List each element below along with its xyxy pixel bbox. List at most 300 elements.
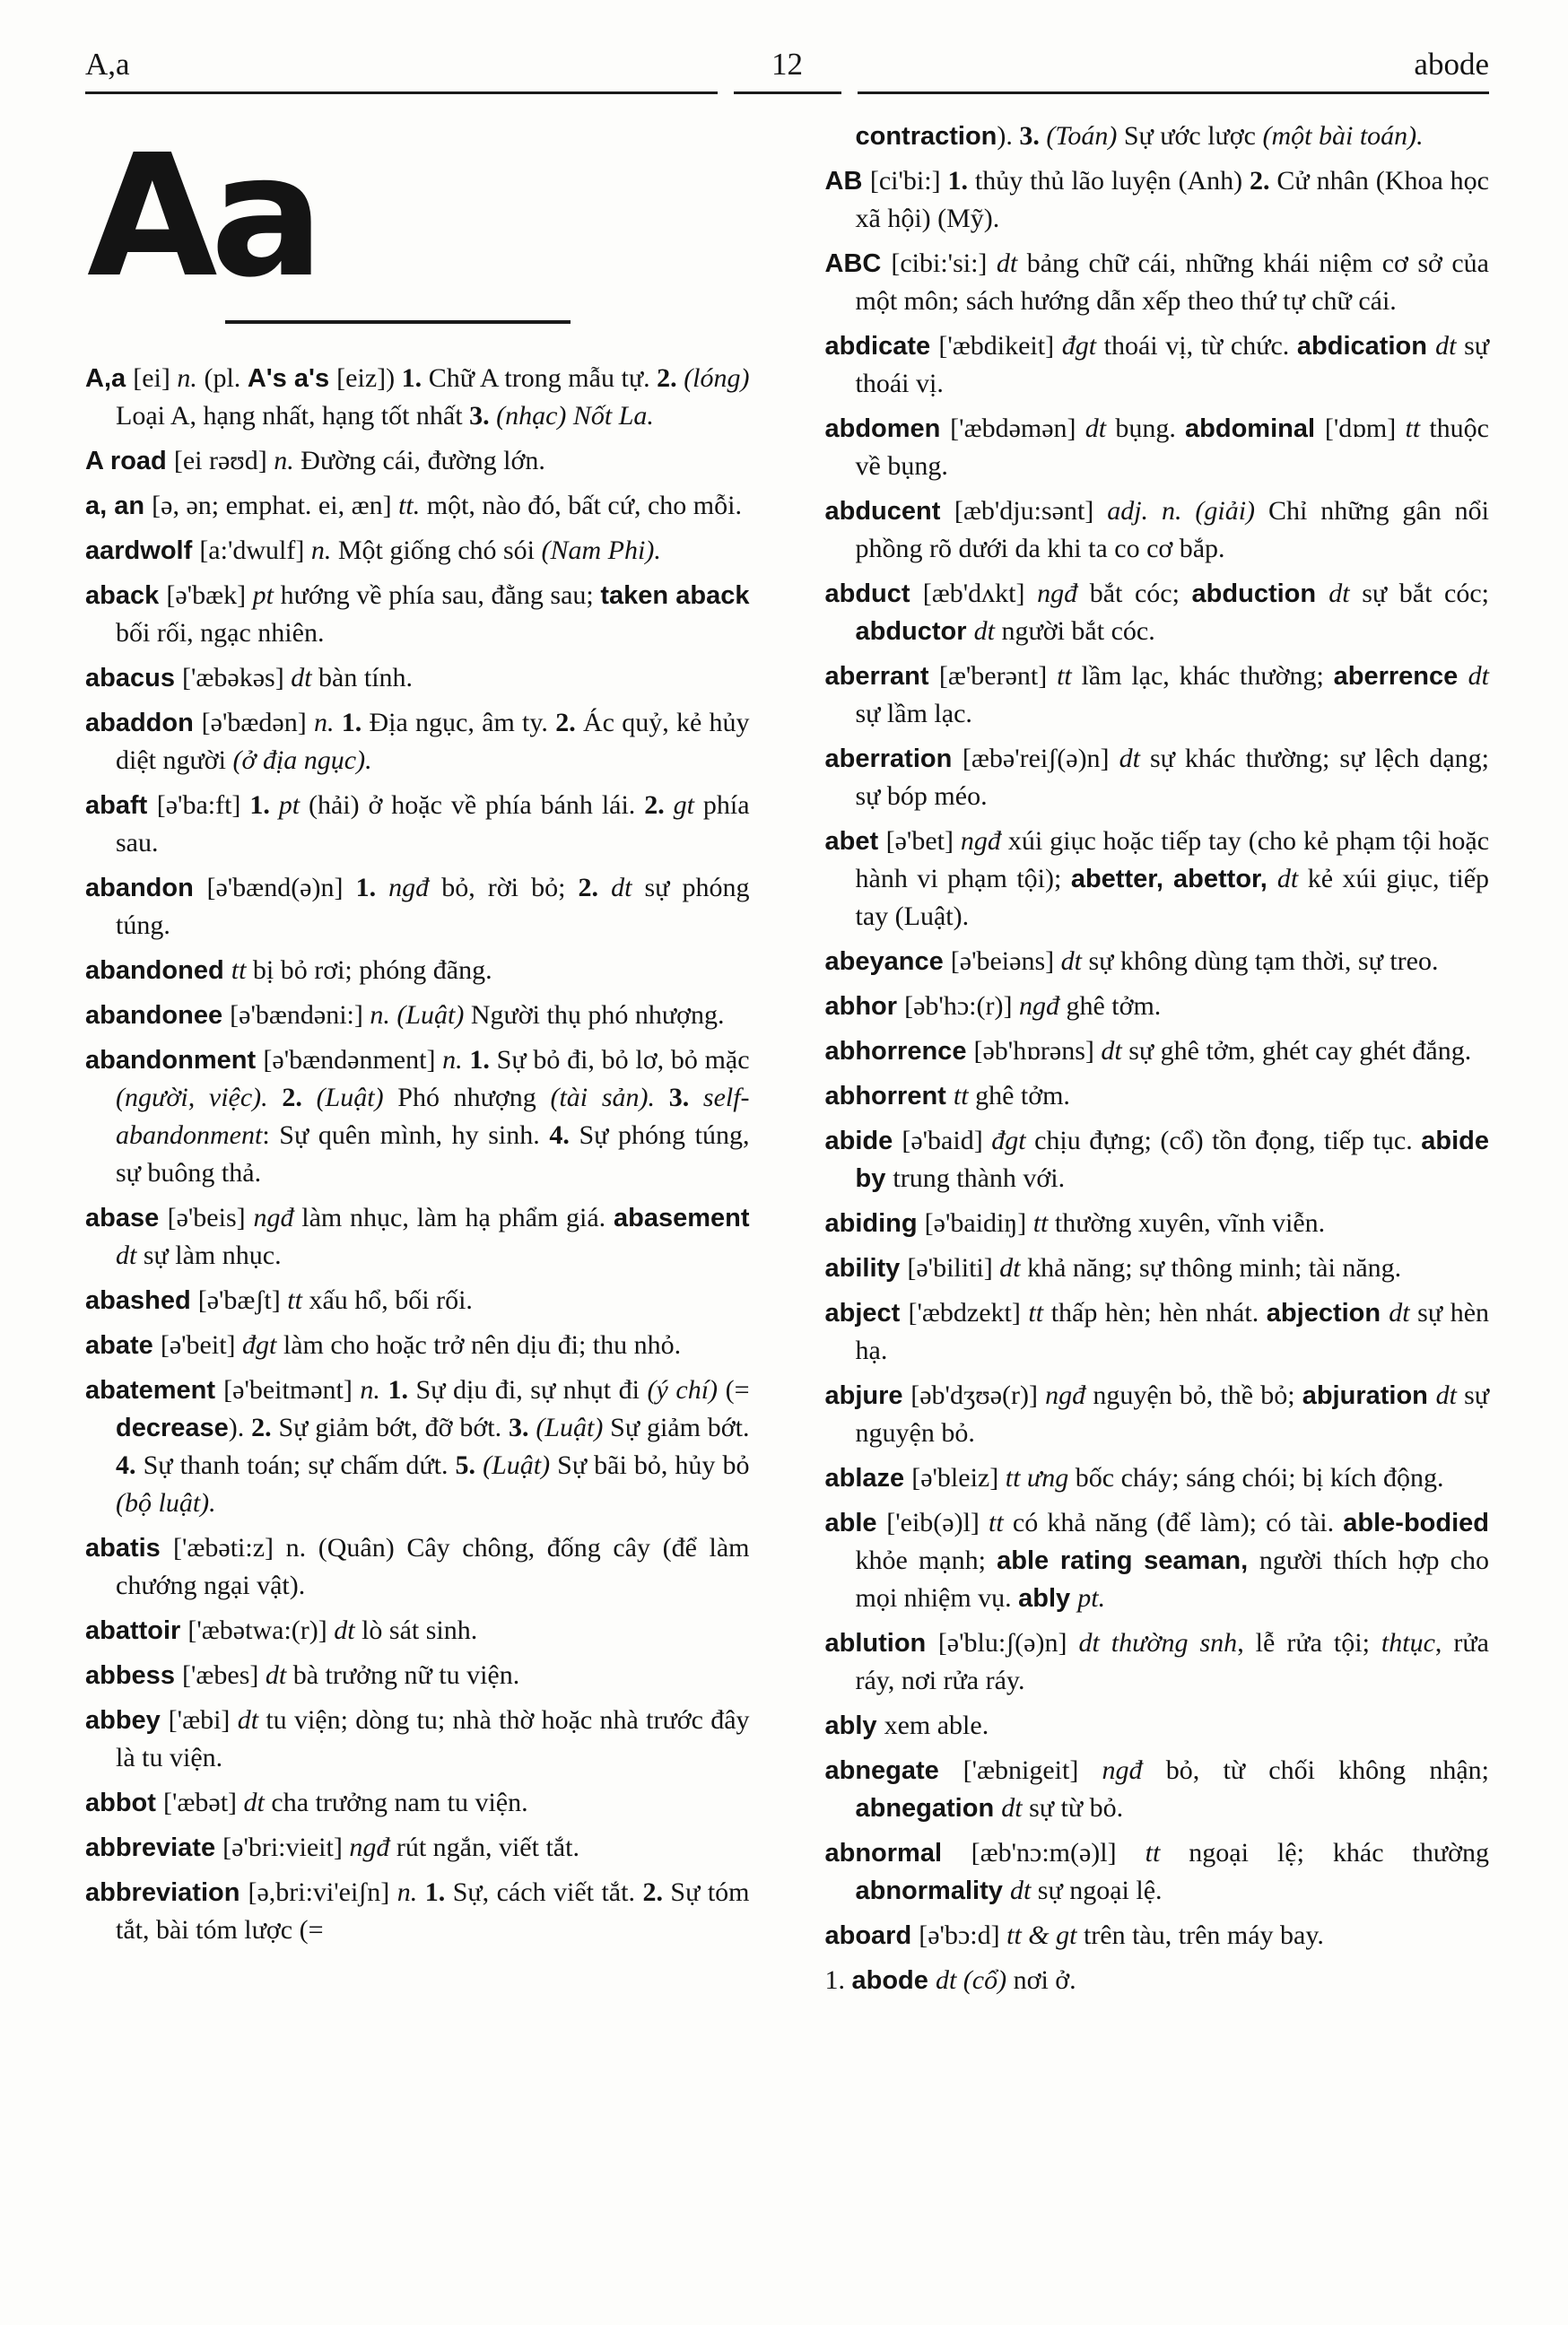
guide-word-left [85,47,718,94]
pos-label: adj. n. (giải) [1107,496,1268,526]
pos-label: ngđ [349,1833,396,1862]
definition-text: [ə'bɔ:d] [919,1920,1007,1950]
pos-label: (ý chí) [647,1375,726,1405]
pos-label: tt [287,1285,309,1315]
headword: abducent [824,497,954,526]
pos-label: n. [360,1375,388,1405]
definition-text: Sự thanh toán; sự chấm dứt. [143,1450,456,1480]
definition-text: [ə'bændəni:] [230,1000,370,1030]
definition-text: sự bắt cóc; [1362,579,1489,608]
pos-label: dt [999,1253,1028,1283]
pos-label: (Toán) [1046,121,1124,151]
headword: aboard [824,1921,919,1950]
pos-label: ngđ [1018,991,1067,1021]
definition-text: Phó nhượng [397,1083,551,1112]
dictionary-entry [825,1504,1490,1617]
pos-label: dt [1468,661,1489,691]
dictionary-entry [85,1199,750,1275]
definition-text: bảng chữ cái, những khái niệm cơ sở của một môn; sách hướng dẫn xếp theo thứ tự chữ cái. [855,248,1489,316]
headword: abide by [855,1127,1489,1193]
dictionary-entry [825,327,1490,403]
sense-number: 1. [469,1045,497,1075]
headword: aberrant [824,662,939,691]
sense-number: 1. [341,708,370,737]
definition-text: sự hèn hạ. [855,1298,1490,1365]
definition-text: ['æbəkəs] [182,663,292,692]
definition-text: bị bỏ rơi; phóng đãng. [252,955,492,985]
pos-label: dt [265,1660,293,1690]
headword: abatis [85,1534,173,1563]
definition-text: thuộc về bụng. [855,414,1489,481]
pos-label: pt [278,790,309,820]
definition-text: khả năng; sự thông minh; tài năng. [1027,1253,1402,1283]
definition-text: sự phóng túng. [116,873,750,940]
definition-text: [ə'bri:vieit] [222,1833,350,1862]
headword: abandonee [85,1001,231,1030]
sense-number: 5. [455,1450,483,1480]
dictionary-entry [825,118,1490,155]
pos-label: dt [1060,946,1089,976]
definition-text: [ə'bænd(ə)n] [206,873,356,902]
headword: abnormality [855,1877,1010,1905]
pos-label: đgt [991,1126,1035,1155]
definition-text: bốc cháy; sáng chói; bị kích động. [1075,1463,1444,1493]
definition-text: [eiz]) [336,363,402,393]
headword: abjuration [1302,1381,1436,1410]
sense-number: 4. [549,1120,579,1150]
dictionary-entry [825,1377,1490,1452]
sense-number: 4. [116,1450,144,1480]
pos-label: ngđ [960,826,1008,856]
headword: abbreviate [85,1833,223,1862]
pos-label: dt [1328,579,1363,608]
pos-label: dt [1389,1298,1418,1328]
headword: abbey [85,1706,169,1735]
definition-text: làm cho hoặc trở nên dịu đi; thu nhỏ. [283,1330,682,1360]
definition-text: Sự bãi bỏ, hủy bỏ [557,1450,750,1480]
definition-text: (pl. [204,363,248,393]
definition-text: thủy thủ lão luyện (Anh) [974,166,1250,196]
pos-label: (Nam Phi). [541,536,661,565]
pos-label: tt [1032,1208,1055,1238]
page-header [85,47,1489,94]
definition-text: [ə'bædən] [201,708,314,737]
page-number-text: 12 [771,47,803,82]
dictionary-entry [825,740,1490,815]
definition-text: ['æbəti:z] n. (Quân) Cây chông, đống cây (để làm chướng ngại vật). [116,1533,750,1600]
definition-text: Cử nhân (Khoa học xã hội) (Mỹ). [855,166,1489,233]
pos-label: dt [1435,331,1465,361]
definition-text: bỏ, rời bỏ; [441,873,579,902]
definition-text: sự lầm lạc. [855,699,972,728]
definition-text: xem able. [884,1711,989,1740]
dictionary-entry [85,1784,750,1822]
definition-text: [æbə'reiʃ(ə)n] [962,744,1119,773]
dictionary-entry [825,575,1490,650]
pos-label: ngđ [1102,1755,1166,1785]
definition-text: Sự bỏ đi, bỏ lơ, bỏ mặc [496,1045,750,1075]
definition-text: , lễ rửa tội; [1237,1628,1381,1658]
dictionary-entry [85,1327,750,1364]
pos-label: đgt [242,1330,283,1360]
dictionary-entry [85,442,750,480]
definition-text: [ə'beit] [160,1330,243,1360]
headword: abdication [1296,332,1436,361]
pos-label: đgt [1061,331,1104,361]
definition-text: [ə'beiəns] [950,946,1061,976]
definition-text: [æ'berənt] [938,661,1058,691]
definition-text: bụng. [1115,414,1186,443]
dictionary-entry [825,1250,1490,1287]
dictionary-entry [825,988,1490,1025]
headword: abaft [85,791,157,820]
definition-text: chịu đựng; (cổ) tồn đọng, tiếp tục. [1034,1126,1422,1155]
guide-word-right [858,47,1490,94]
headword: abdicate [824,332,939,361]
dictionary-entry [825,410,1490,485]
definition-text: Chữ A trong mẫu tự. [428,363,658,393]
section-letter-block [85,118,750,324]
definition-text: ghê tởm. [975,1081,1070,1110]
dictionary-entry [85,487,750,525]
headword: abandoned [85,956,231,985]
definition-text: [ə,bri:vi'eiʃn] [248,1877,397,1907]
definition-text: khỏe mạnh; [855,1546,997,1575]
sense-number: 1. [401,363,429,393]
dictionary-entry [85,1874,750,1949]
headword: aberration [824,745,963,773]
headword: abode [851,1966,936,1995]
dictionary-entry [825,1752,1490,1827]
pos-label: thtục [1381,1628,1435,1658]
definition-text: Loại A, hạng nhất, hạng tốt nhất [116,401,470,431]
pos-label: dt thường snh [1078,1628,1238,1658]
definition-text: hướng về phía sau, đằng sau; [280,580,601,610]
definition-text: [əb'dʒʊə(r)] [910,1380,1046,1410]
definition-text: [əb'hɒrəns] [973,1036,1102,1066]
pos-label: (một bài toán). [1262,121,1424,151]
headword: taken aback [600,581,750,610]
dictionary-entry [85,997,750,1034]
headword: decrease [116,1414,229,1442]
dictionary-entry [825,657,1490,733]
pos-label: (Luật) [536,1413,611,1442]
definition-text: sự làm nhục. [143,1241,282,1270]
definition-text: [əb'hɔ:(r)] [904,991,1019,1021]
pos-label: dt [611,873,645,902]
definition-text: bối rối, ngạc nhiên. [116,618,325,648]
definition-text: Chỉ những gân nổi phồng rõ dưới da khi ta co cơ bắp. [855,496,1489,563]
dictionary-entry [85,1282,750,1319]
pos-label: (bộ luật). [116,1488,216,1518]
dictionary-entry [825,1077,1490,1115]
headword: abnormal [824,1839,971,1868]
pos-label: (người, việc). [116,1083,283,1112]
headword: abaddon [85,709,202,737]
text-columns [85,118,1489,2007]
definition-text: [ə'bæk] [166,580,253,610]
definition-text: Ác quỷ, kẻ hủy diệt người [116,708,750,775]
definition-text: ['æbətwa:(r)] [187,1615,335,1645]
entries-left [85,360,750,1949]
definition-text: Sự giảm bớt. [610,1413,750,1442]
definition-text: : Sự quên mình, hy sinh. [262,1120,550,1150]
pos-label: n. [442,1045,470,1075]
dictionary-entry [85,704,750,779]
definition-text: ['æbes] [182,1660,266,1690]
dictionary-entry [85,1041,750,1192]
definition-text: [ei] [133,363,178,393]
definition-text: tu viện; dòng tu; nhà thờ hoặc nhà trước đây là tu viện. [116,1705,750,1772]
headword: ability [824,1254,908,1283]
dictionary-entry [85,787,750,862]
pos-label: n. [177,363,205,393]
headword: contraction [855,122,997,151]
definition-text: Sự, cách viết tắt. [452,1877,643,1907]
sense-number: 2. [644,790,674,820]
definition-text: sự thoái vị. [855,331,1490,398]
definition-text: ['æbdzekt] [908,1298,1029,1328]
dictionary-entry [85,577,750,652]
right-column [825,118,1490,2007]
pos-label: self-abandonment [116,1083,750,1150]
headword: abattoir [85,1616,188,1645]
sense-number: 2. [578,873,612,902]
sense-number: 2. [642,1877,671,1907]
pos-label: tt [953,1081,976,1110]
left-column [85,118,750,2007]
definition-text: [cibi:'si:] [891,248,997,278]
definition-text: [ə'beis] [167,1203,254,1232]
headword: able [824,1509,887,1537]
sense-number: 2. [251,1413,279,1442]
headword: abjure [824,1381,911,1410]
definition-text: [æb'dʌkt] [922,579,1038,608]
headword: ABC [824,249,892,278]
headword: abduct [824,579,923,608]
definition-text: ['eib(ə)l] [886,1508,989,1537]
headword: abet [824,827,886,856]
definition-text: Một giống chó sói [337,536,542,565]
definition-text: sự nguyện bỏ. [855,1380,1489,1448]
dictionary-entry [825,1205,1490,1242]
definition-text: , rửa ráy, nơi rửa ráy. [855,1628,1489,1695]
headword: abide [824,1127,902,1155]
definition-text: một, nào đó, bất cứ, cho mỗi. [426,491,742,520]
definition-text: [ə'baidiŋ] [924,1208,1033,1238]
guide-word-right-text: abode [1414,47,1489,82]
definition-text: xấu hổ, bối rối. [309,1285,473,1315]
definition-text: Sự giảm bớt, đỡ bớt. [278,1413,509,1442]
sense-number: 1. [355,873,389,902]
headword: ably [824,1711,884,1740]
pos-label: ngđ [1037,579,1090,608]
definition-text: [æb'nɔ:m(ə)l] [971,1838,1146,1868]
headword: A's a's [247,364,337,393]
headword: abandonment [85,1046,264,1075]
pos-label: (lóng) [684,363,750,393]
definition-text: ['dɒm] [1324,414,1406,443]
definition-text: cha trưởng nam tu viện. [271,1788,528,1817]
pos-label: (Luật) [483,1450,558,1480]
guide-word-left-text: A,a [85,47,130,82]
dictionary-entry [825,1962,1490,1999]
pos-label: dt [334,1615,362,1645]
pos-label: n. (Luật) [370,1000,471,1030]
headword: abbess [85,1661,182,1690]
headword: abase [85,1204,168,1232]
sense-number: 2. [282,1083,317,1112]
definition-text: 1. [824,1965,852,1995]
headword: abashed [85,1286,198,1315]
definition-text: ['æbi] [168,1705,238,1735]
definition-text: kẻ xúi giục, tiếp tay (Luật). [855,864,1490,931]
pos-label: dt [1085,414,1116,443]
definition-text: bắt cóc; [1089,579,1192,608]
headword: abdominal [1185,414,1325,443]
definition-text: ngoại lệ; khác thường [1189,1838,1489,1868]
sense-number: 2. [555,708,583,737]
definition-text: thường xuyên, vĩnh viễn. [1054,1208,1326,1238]
pos-label: tt ưng [1005,1463,1076,1493]
dictionary-entry [85,1371,750,1522]
definition-text: Người thụ phó nhượng. [470,1000,725,1030]
definition-text: ). [997,121,1020,151]
headword: abductor [855,617,974,646]
headword: abhorrence [824,1037,974,1066]
pos-label: dt [1435,1380,1465,1410]
definition-text: ghê tởm. [1066,991,1162,1021]
definition-text: trung thành với. [893,1163,1066,1193]
pos-label: dt [1119,744,1150,773]
dictionary-entry [825,1834,1490,1910]
definition-text: Địa ngục, âm ty. [369,708,556,737]
definition-text: ['æbət] [163,1788,244,1817]
definition-text: Sự tóm tắt, bài tóm lược (= [116,1877,750,1945]
headword: A,a [85,364,134,393]
definition-text: bỏ, từ chối không nhận; [1165,1755,1490,1785]
definition-text: [ə'bændənment] [263,1045,443,1075]
pos-label: pt [252,580,281,610]
dictionary-entry [825,1459,1490,1497]
headword: abate [85,1331,161,1360]
definition-text: có khả năng (để làm); có tài. [1012,1508,1344,1537]
dictionary-entry [85,532,750,570]
headword: a, an [85,492,152,520]
dictionary-entry [85,1657,750,1694]
headword: abhorrent [824,1082,954,1110]
definition-text: nguyện bỏ, thề bỏ; [1093,1380,1302,1410]
dictionary-entry [85,1529,750,1605]
headword: abdomen [824,414,951,443]
dictionary-entry [85,869,750,945]
definition-text: Sự phóng túng, sự buông thả. [116,1120,750,1188]
definition-text: ['æbdikeit] [938,331,1062,361]
pos-label: dt [243,1788,272,1817]
definition-text: [ə'bleiz] [911,1463,1006,1493]
headword: abiding [824,1209,925,1238]
sense-number: 3. [668,1083,703,1112]
definition-text: [ci'bi:] [869,166,948,196]
dictionary-entry [825,1032,1490,1070]
sense-number: 1. [947,166,975,196]
sense-number: 1. [388,1375,416,1405]
pos-label: tt [1145,1838,1189,1868]
definition-text: trên tàu, trên máy bay. [1083,1920,1324,1950]
pos-label: tt [1405,414,1430,443]
headword: aberrence [1333,662,1468,691]
dictionary-entry [85,1702,750,1777]
definition-text: ['æbnigeit] [963,1755,1102,1785]
dictionary-entry [825,943,1490,980]
definition-text: phía sau. [116,790,750,858]
headword: abeyance [824,947,951,976]
page-number [734,47,841,94]
pos-label: tt [1057,661,1082,691]
dictionary-entry [825,1624,1490,1700]
headword: abduction [1191,579,1329,608]
headword: abacus [85,664,182,692]
pos-label: ngđ [253,1203,302,1232]
headword: abbot [85,1789,163,1817]
headword: aback [85,581,167,610]
dictionary-entry [825,492,1490,568]
definition-text: (hải) ở hoặc về phía bánh lái. [309,790,645,820]
pos-label: dt [116,1241,144,1270]
definition-text: lò sát sinh. [362,1615,478,1645]
definition-text: (= [725,1375,750,1405]
headword: A road [85,447,174,475]
headword: aardwolf [85,536,200,565]
definition-text: thấp hèn; hèn nhát. [1050,1298,1267,1328]
dictionary-entry [85,1829,750,1867]
definition-text: Đường cái, đường lớn. [301,446,545,475]
headword: abandon [85,874,207,902]
headword: able-bodied [1343,1509,1489,1537]
definition-text: [a:'dwulf] [199,536,311,565]
dictionary-entry [825,1122,1490,1197]
pos-label: tt. [398,491,427,520]
entries-right [825,118,1490,1999]
definition-text: [ə'blu:ʃ(ə)n] [937,1628,1079,1658]
sense-number: 2. [1250,166,1277,196]
definition-text: [ə'biliti] [907,1253,1000,1283]
pos-label: tt & gt [1006,1920,1084,1950]
sense-number: 2. [657,363,684,393]
headword: able rating seaman, [997,1546,1259,1575]
definition-text: ). [228,1413,252,1442]
dictionary-entry [85,1612,750,1650]
pos-label: n. [396,1877,425,1907]
headword: abasement [614,1204,750,1232]
definition-text: [ei rəʊd] [173,446,274,475]
headword: ablaze [824,1464,912,1493]
definition-text: [ə'ba:ft] [156,790,250,820]
dictionary-entry [825,823,1490,936]
pos-label: pt. [1077,1583,1106,1613]
definition-text: bà trưởng nữ tu viện. [292,1660,520,1690]
headword: abatement [85,1376,224,1405]
headword: ablution [824,1629,938,1658]
definition-text: rút ngắn, viết tắt. [396,1833,579,1862]
dictionary-entry [825,1707,1490,1745]
headword: abnegate [824,1756,963,1785]
definition-text: xúi giục hoặc tiếp tay (cho kẻ phạm tội hoặc hành vi phạm tội); [855,826,1490,893]
definition-text: bàn tính. [318,663,414,692]
headword: ably [1018,1584,1078,1613]
sense-number: 3. [469,401,497,431]
dictionary-entry [825,162,1490,238]
